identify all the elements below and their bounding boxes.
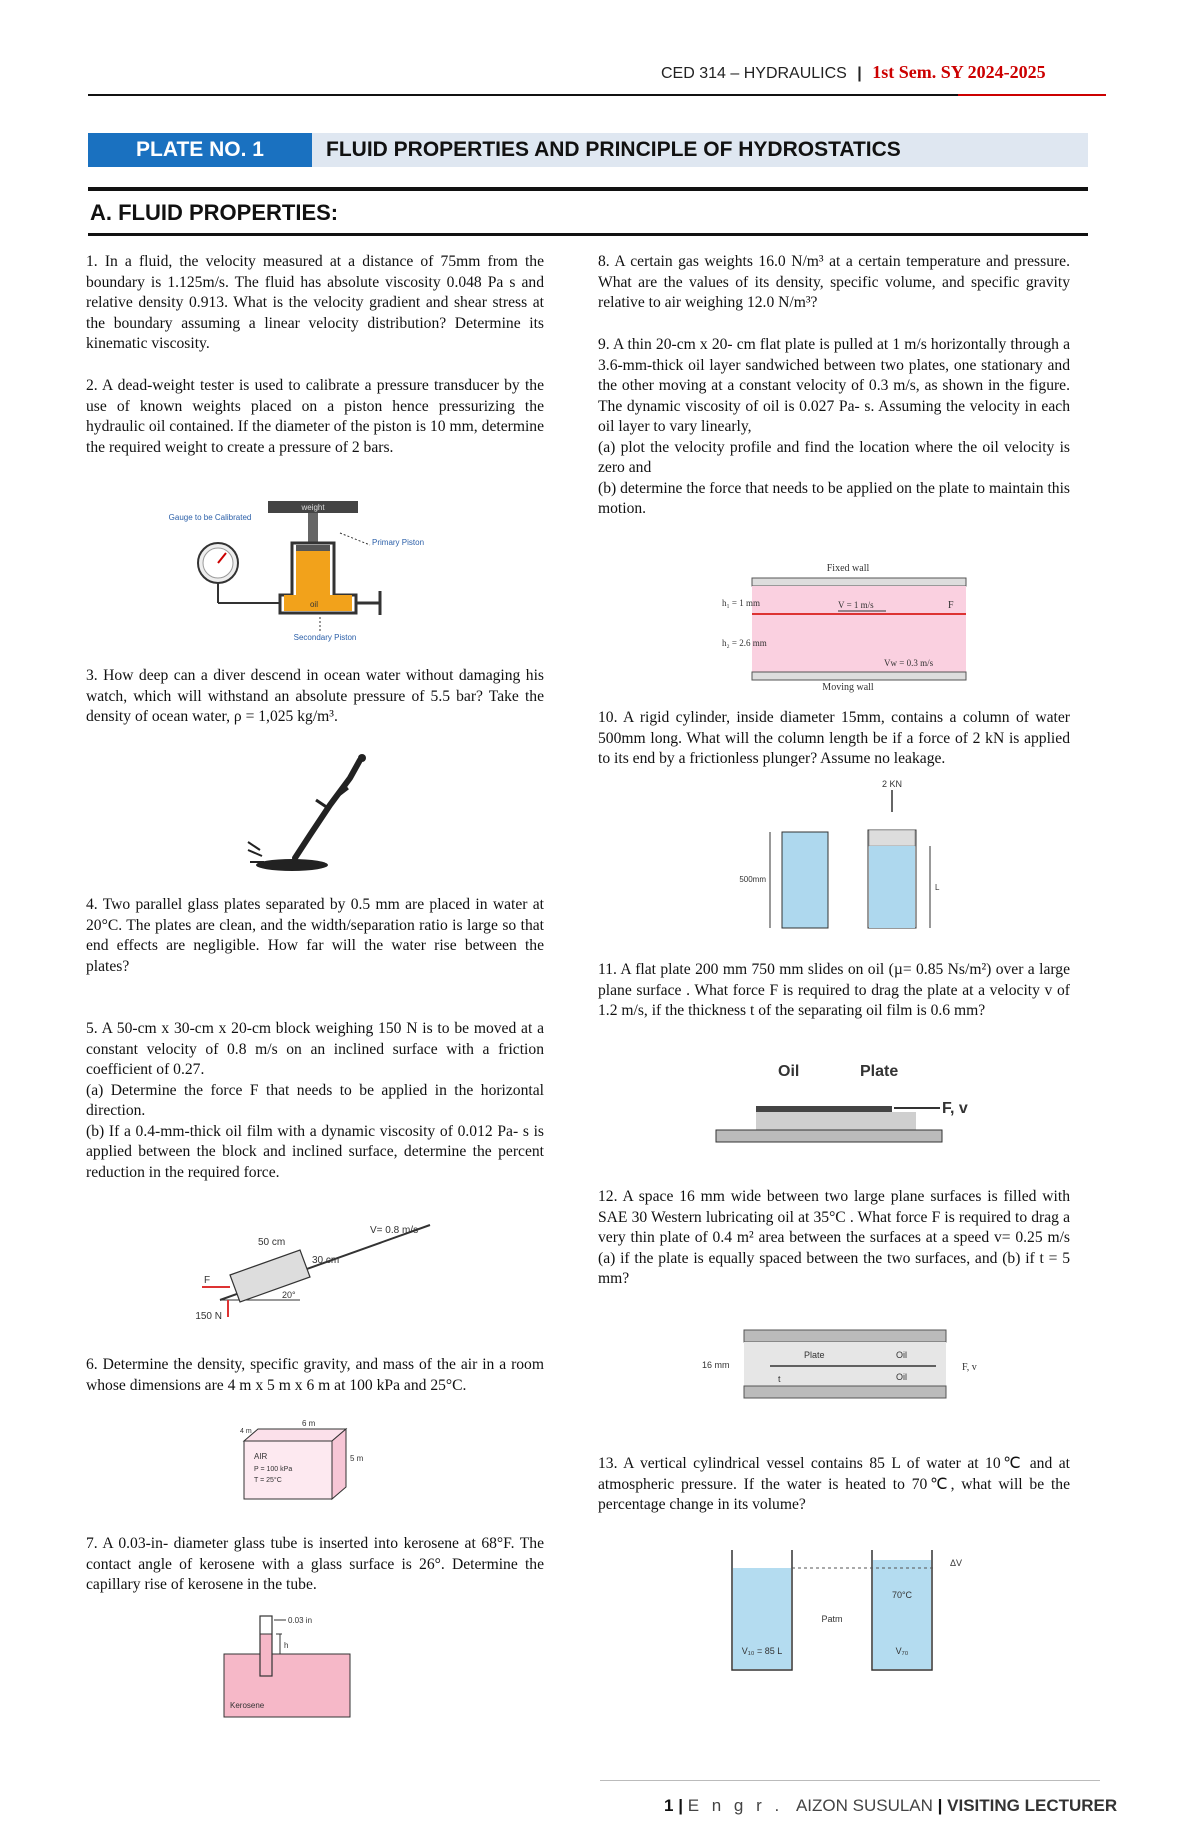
svg-text:F: F [204, 1275, 211, 1286]
svg-text:Gauge to be Calibrated: Gauge to be Calibrated [168, 513, 252, 522]
svg-text:4 m: 4 m [240, 1428, 252, 1435]
svg-text:Plate: Plate [804, 1350, 825, 1360]
svg-text:Oil: Oil [896, 1372, 907, 1382]
svg-text:30 cm: 30 cm [312, 1255, 340, 1266]
svg-text:Primary Piston: Primary Piston [372, 538, 425, 547]
water-splash [256, 859, 328, 871]
svg-text:h: h [284, 1641, 289, 1650]
problem-3: 3. How deep can a diver descend in ocean water without damaging his watch, which will withstand an absolute pressure of 5.5 bar? Take the density of ocean water, ρ = 1,025 kg/m³. [86, 667, 544, 725]
svg-text:Oil: Oil [896, 1350, 907, 1360]
svg-text:T = 25°C: T = 25°C [254, 1477, 282, 1484]
semester-label: 1st Sem. SY 2024-2025 [872, 62, 1046, 82]
problem-8: 8. A certain gas weights 16.0 N/m³ at a certain temperature and pressure. What are the values of its density, specific volume, and specific gravity relative to air weighing 12.0 N/m³? [598, 253, 1070, 311]
weight-label: weight [301, 503, 325, 512]
author-name: AIZON SUSULAN [795, 1796, 933, 1815]
svg-text:16 mm: 16 mm [702, 1360, 730, 1370]
svg-text:ΔV: ΔV [950, 1558, 963, 1568]
svg-text:V₁₀ = 85 L: V₁₀ = 85 L [741, 1646, 783, 1656]
document-footer: 1 | E n g r . AIZON SUSULAN | VISITING LECTURER [664, 1796, 1118, 1815]
svg-text:150 N: 150 N [195, 1311, 222, 1322]
problem-12: 12. A space 16 mm wide between two large plane surfaces is filled with SAE 30 Western lubricating oil at 35°C . What force F is required to drag a very thin plate of 0.4 m² area between the surfaces at a speed v= 0.25 m/s (a) if the plate is equally spaced between the two surfaces, and (b) if t = 5 mm? [598, 1188, 1070, 1287]
problem-4: 4. Two parallel glass plates separated by 0.5 mm are placed in water at 20°C. The plates are clean, and the width/separation ratio is large so that end effects are negligible. How far will the water rise between the plates? [86, 896, 544, 975]
svg-text:F, v: F, v [942, 1100, 968, 1117]
author-prefix: E n g r . [687, 1796, 784, 1815]
problem-6: 6. Determine the density, specific gravity, and mass of the air in a room whose dimensions are 4 m x 5 m x 6 m at 100 kPa and 25°C. [86, 1356, 544, 1394]
svg-text:oil: oil [309, 600, 319, 609]
plate-title: FLUID PROPERTIES AND PRINCIPLE OF HYDROSTATICS [326, 138, 901, 161]
svg-text:500mm: 500mm [739, 875, 766, 884]
diver-figure [240, 750, 390, 880]
cylinder-initial [782, 832, 828, 928]
svg-text:h₁ = 1 mm: h₁ = 1 mm [722, 598, 760, 608]
svg-text:F, v: F, v [962, 1362, 977, 1373]
plunger [869, 830, 915, 846]
page-number: 1 [664, 1796, 674, 1815]
plate [756, 1106, 892, 1112]
svg-text:V₇₀: V₇₀ [895, 1646, 909, 1656]
svg-text:Secondary Piston: Secondary Piston [293, 633, 357, 642]
problem-2: 2. A dead-weight tester is used to calibrate a pressure transducer by the use of known weights placed on a piston hence pressurizing the hydraulic oil contained. If the diameter of the piston is 10 mm, determine the required weight to create a pressure of 2 bars. [86, 377, 544, 456]
svg-text:6 m: 6 m [302, 1419, 316, 1428]
svg-text:0.03 in: 0.03 in [288, 1616, 313, 1625]
svg-text:h₂ = 2.6 mm: h₂ = 2.6 mm [722, 638, 767, 648]
capillary-tube-figure [222, 1612, 362, 1722]
section-heading: A. FLUID PROPERTIES: [90, 200, 339, 225]
problem-7: 7. A 0.03-in- diameter glass tube is inserted into kerosene at 68°F. The contact angle of kerosene with a glass surface is 26°. Determine the capillary rise of kerosene in the tube. [86, 1535, 544, 1593]
block [230, 1250, 310, 1302]
header-accent-rule [958, 94, 1106, 96]
svg-text:Moving wall: Moving wall [822, 682, 874, 693]
svg-text:P = 100 kPa: P = 100 kPa [254, 1466, 293, 1473]
section-rule-bottom [88, 233, 1088, 236]
problem-1: 1. In a fluid, the velocity measured at a distance of 75mm from the boundary is 1.125m/s. The fluid has absolute viscosity 0.048 Pa s and relative density 0.913. What is the velocity gradient and shear stress at the boundary assuming a linear velocity distribution? Determine its kinematic viscosity. [86, 253, 544, 352]
header-separator: | [857, 65, 862, 82]
svg-text:2 KN: 2 KN [881, 779, 903, 789]
oil-gap [744, 1342, 946, 1386]
section-rule-top [88, 187, 1088, 191]
plate-number: PLATE NO. 1 [88, 133, 312, 167]
svg-text:F: F [948, 600, 954, 611]
course-title: CED 314 – HYDRAULICS [661, 65, 847, 82]
problem-9: 9. A thin 20-cm x 20- cm flat plate is pulled at 1 m/s horizontally through a 3.6-mm-thick oil layer sandwiched between two plates, one stationary and the other moving at a constant velocity of 0.3 m/s, as shown in the figure. The dynamic viscosity of oil is 0.027 Pa- s. Assuming the velocity in each oil layer to vary linearly, (a) plot the velocity profile and find the location where the oil velocity is zero and (b) determine the force that needs to be applied on the plate to maintain this motion. [598, 336, 1070, 517]
author-role: VISITING LECTURER [947, 1796, 1118, 1815]
svg-text:Vw = 0.3 m/s: Vw = 0.3 m/s [884, 658, 934, 668]
problem-11: 11. A flat plate 200 mm 750 mm slides on oil (µ= 0.85 Ns/m²) over a large plane surface . What force F is required to drag the plate at a velocity v of 1.2 m/s, if the thickness t of the separating oil film is 0.6 mm? [598, 961, 1070, 1019]
svg-text:L: L [935, 883, 940, 892]
svg-text:Kerosene: Kerosene [230, 1701, 265, 1710]
primary-piston-rod [308, 513, 318, 543]
oil-region [752, 586, 966, 672]
header-rule [88, 94, 958, 96]
oil-film [756, 1112, 916, 1130]
svg-text:70°C: 70°C [891, 1590, 913, 1600]
svg-text:Patm: Patm [821, 1614, 843, 1624]
svg-text:Oil: Oil [778, 1063, 800, 1080]
svg-text:Fixed wall: Fixed wall [826, 563, 870, 574]
document-header [661, 62, 1046, 83]
problem-10: 10. A rigid cylinder, inside diameter 15mm, contains a column of water 500mm long. What will the column length be if a force of 2 kN is applied to its end by a frictionless plunger? Assume no leakage. [598, 709, 1070, 767]
footer-rule [600, 1780, 1100, 1781]
air-room-figure [238, 1419, 378, 1509]
svg-text:Plate: Plate [860, 1063, 899, 1080]
svg-text:5 m: 5 m [350, 1454, 364, 1463]
cylinder-column-figure [730, 778, 950, 933]
problem-13: 13. A vertical cylindrical vessel contains 85 L of water at 10℃ and at atmospheric pressure. If the water is heated to 70℃, what will be the percentage change in its volume? [598, 1455, 1070, 1513]
problem-5: 5. A 50-cm x 30-cm x 20-cm block weighing 150 N is to be moved at a constant velocity of 0.8 m/s on an inclined surface with a friction coefficient of 0.27. (a) Determine the force F that needs to be applied in the horizontal direction. (b) If a 0.4-mm-thick oil film with a dynamic viscosity of 0.012 Pa- s is applied between the block and inclined surface, determine the percent reduction in the required force. [86, 1020, 544, 1181]
svg-text:V= 0.8 m/s: V= 0.8 m/s [370, 1225, 419, 1236]
plate-between-surfaces-figure [700, 1328, 1000, 1408]
svg-text:20°: 20° [282, 1290, 296, 1300]
sliding-plate-figure [712, 1058, 972, 1148]
svg-text:t: t [778, 1374, 781, 1384]
dead-weight-tester-figure [168, 495, 440, 650]
heated-vessel-figure [724, 1548, 974, 1678]
svg-text:AIR: AIR [254, 1452, 268, 1461]
oil-layer-figure [718, 556, 978, 691]
base-surface [716, 1130, 942, 1142]
svg-text:V = 1 m/s: V = 1 m/s [838, 600, 874, 610]
svg-text:50 cm: 50 cm [258, 1237, 286, 1248]
inclined-block-figure [195, 1215, 450, 1322]
